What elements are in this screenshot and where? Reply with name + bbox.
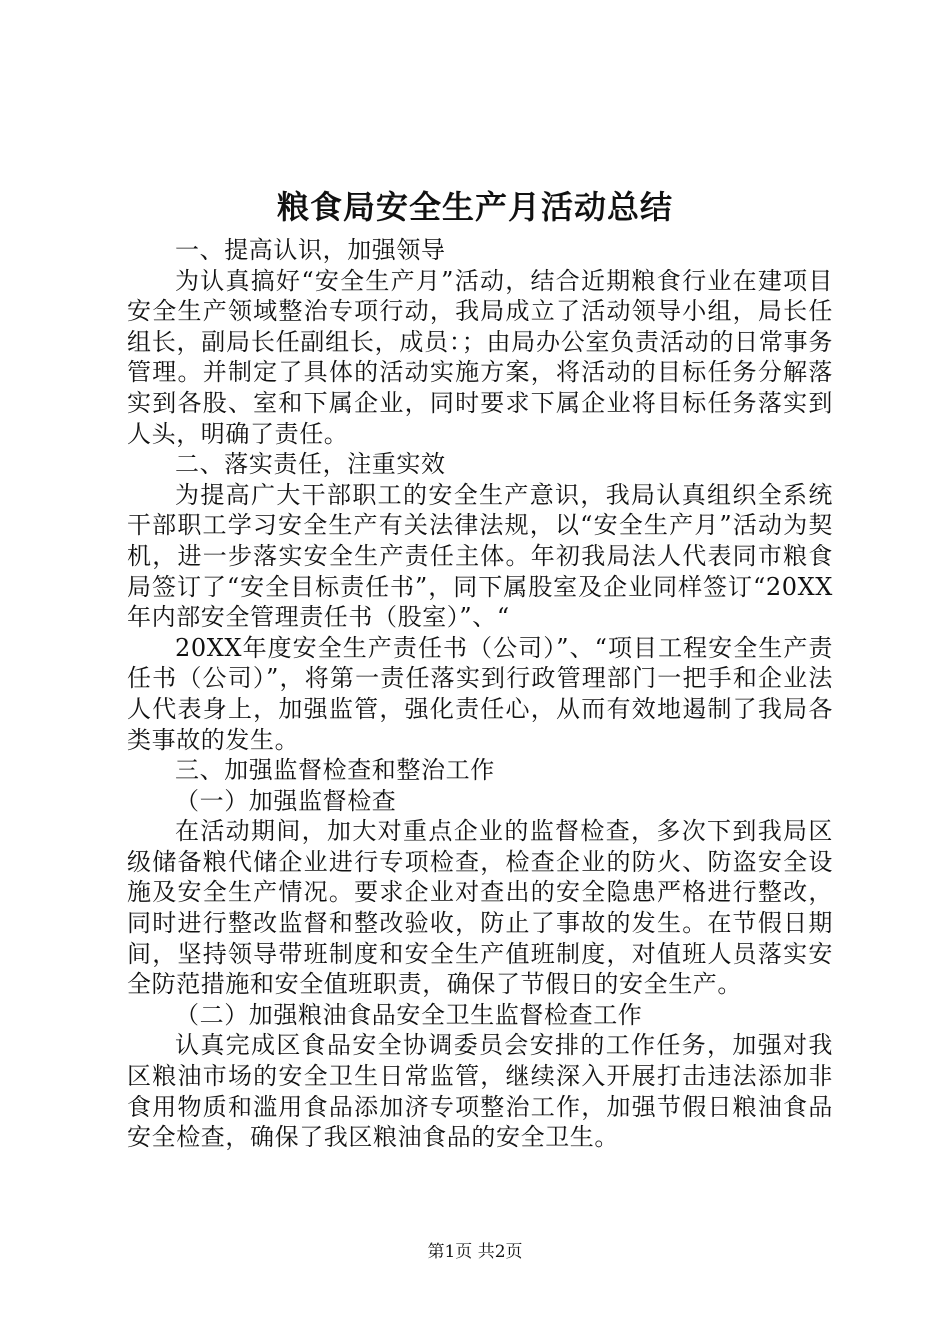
subsection-heading-1: （一）加强监督检查	[175, 786, 397, 815]
section-heading-2: 二、落实责任，注重实效	[175, 450, 446, 479]
document-title: 粮食局安全生产月活动总结	[276, 188, 673, 226]
paragraph-5: 认真完成区食品安全协调委员会安排的工作任务，加强对我区粮油市场的安全卫生日常监管，继续深入开展打击违法添加非食用物质和滥用食品添加济专项整治工作，加强节假日粮油食品安全检查，确保了我区粮油食品的安全卫生。	[127, 1031, 833, 1152]
section-heading-3: 三、加强监督检查和整治工作	[175, 756, 495, 785]
paragraph-3: 20XX年度安全生产责任书（公司）”、“项目工程安全生产责任书（公司）”，将第一责任落实到行政管理部门一把手和企业法人代表身上，加强监管，强化责任心，从而有效地遏制了我局各类事故的发生。	[127, 633, 833, 754]
paragraph-2: 为提高广大干部职工的安全生产意识，我局认真组织全系统干部职工学习安全生产有关法律法规，以“安全生产月”活动为契机，进一步落实安全生产责任主体。年初我局法人代表同市粮食局签订了“安全目标责任书”，同下属股室及企业同样签订“20XX年内部安全管理责任书（股室）”、“	[127, 480, 833, 632]
paragraph-4: 在活动期间，加大对重点企业的监督检查，多次下到我局区级储备粮代储企业进行专项检查，检查企业的防火、防盗安全设施及安全生产情况。要求企业对查出的安全隐患严格进行整改，同时进行整改监督和整改验收，防止了事故的发生。在节假日期间，坚持领导带班制度和安全生产值班制度，对值班人员落实安全防范措施和安全值班职责，确保了节假日的安全生产。	[127, 817, 833, 999]
document-body	[127, 235, 833, 1153]
paragraph-1: 为认真搞好“安全生产月”活动，结合近期粮食行业在建项目安全生产领域整治专项行动，我局成立了活动领导小组，局长任组长，副局长任副组长，成员：；由局办公室负责活动的日常事务管理。并制定了具体的活动实施方案，将活动的目标任务分解落实到各股、室和下属企业，同时要求下属企业将目标任务落实到人头，明确了责任。	[127, 266, 833, 448]
subsection-heading-2: （二）加强粮油食品安全卫生监督检查工作	[175, 1000, 643, 1029]
page-footer: 第1页 共2页	[427, 1242, 523, 1262]
section-heading-1: 一、提高认识，加强领导	[175, 236, 446, 264]
